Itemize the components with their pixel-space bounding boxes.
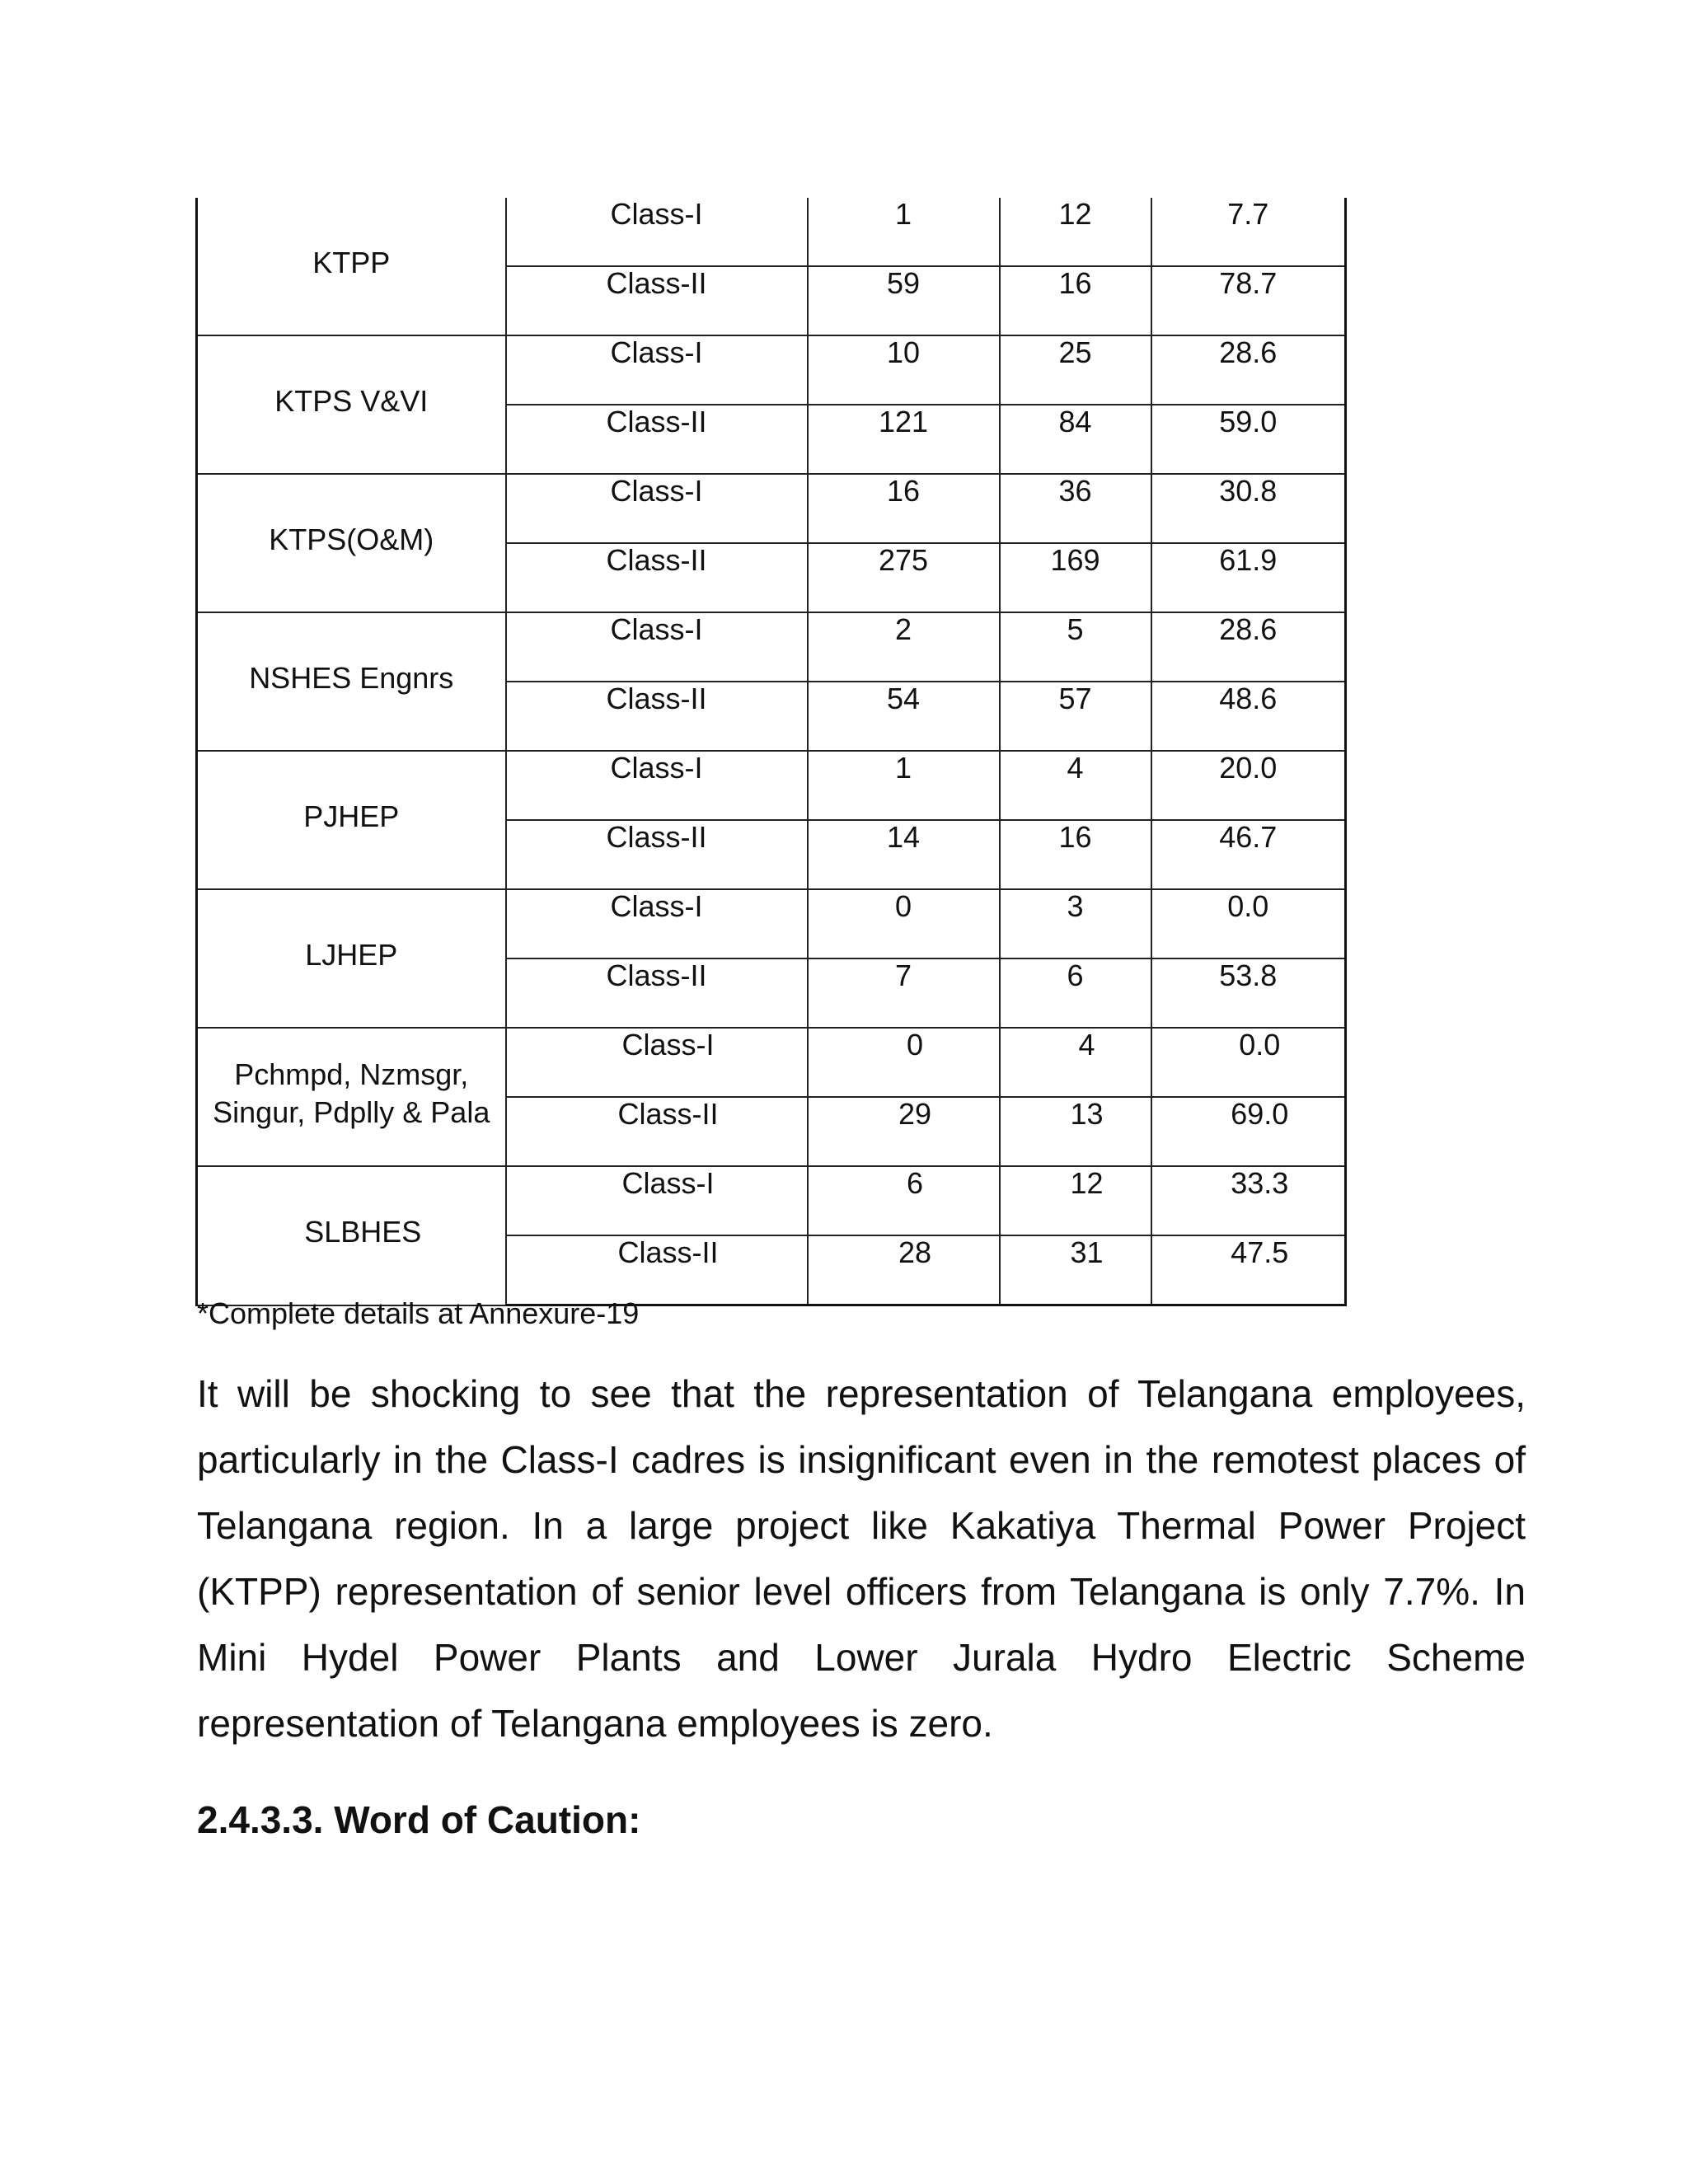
- class-cell: Class-II: [506, 266, 808, 335]
- percentage-cell: 28.6: [1151, 335, 1346, 405]
- unit-name-cell: Pchmpd, Nzmsgr, Singur, Pdplly & Pala: [197, 1028, 506, 1166]
- class-cell: Class-I: [506, 889, 808, 958]
- count-cell: 121: [808, 405, 1000, 474]
- count-cell: 25: [1000, 335, 1151, 405]
- class-cell: Class-II: [506, 1097, 808, 1166]
- count-cell: 0: [808, 1028, 1000, 1097]
- count-cell: 6: [808, 1166, 1000, 1235]
- count-cell: 57: [1000, 682, 1151, 751]
- count-cell: 12: [1000, 198, 1151, 266]
- count-cell: 54: [808, 682, 1000, 751]
- class-cell: Class-II: [506, 958, 808, 1028]
- count-cell: 12: [1000, 1166, 1151, 1235]
- percentage-cell: 48.6: [1151, 682, 1346, 751]
- count-cell: 1: [808, 751, 1000, 820]
- unit-name-cell: NSHES Engnrs: [197, 612, 506, 751]
- unit-name-cell: KTPS(O&M): [197, 474, 506, 612]
- table-row: [197, 335, 1346, 405]
- count-cell: 275: [808, 543, 1000, 612]
- count-cell: 16: [1000, 266, 1151, 335]
- unit-name-cell: KTPS V&VI: [197, 335, 506, 474]
- class-cell: Class-II: [506, 405, 808, 474]
- class-cell: Class-II: [506, 543, 808, 612]
- table-row: [197, 751, 1346, 820]
- percentage-cell: 30.8: [1151, 474, 1346, 543]
- table-footnote: *Complete details at Annexure-19: [197, 1296, 640, 1330]
- percentage-cell: 0.0: [1151, 889, 1346, 958]
- count-cell: 14: [808, 820, 1000, 889]
- table-row: [197, 198, 1346, 266]
- count-cell: 6: [1000, 958, 1151, 1028]
- percentage-cell: 0.0: [1151, 1028, 1346, 1097]
- count-cell: 59: [808, 266, 1000, 335]
- class-cell: Class-I: [506, 612, 808, 682]
- unit-name-cell: PJHEP: [197, 751, 506, 889]
- unit-name-cell: LJHEP: [197, 889, 506, 1028]
- percentage-cell: 47.5: [1151, 1235, 1346, 1305]
- count-cell: 0: [808, 889, 1000, 958]
- count-cell: 4: [1000, 1028, 1151, 1097]
- employee-representation-table: [195, 198, 1347, 1306]
- percentage-cell: 28.6: [1151, 612, 1346, 682]
- count-cell: 84: [1000, 405, 1151, 474]
- table-row: [197, 1028, 1346, 1097]
- class-cell: Class-II: [506, 820, 808, 889]
- section-heading: 2.4.3.3. Word of Caution:: [197, 1798, 641, 1841]
- class-cell: Class-I: [506, 1028, 808, 1097]
- count-cell: 169: [1000, 543, 1151, 612]
- count-cell: 36: [1000, 474, 1151, 543]
- percentage-cell: 78.7: [1151, 266, 1346, 335]
- percentage-cell: 59.0: [1151, 405, 1346, 474]
- count-cell: 13: [1000, 1097, 1151, 1166]
- count-cell: 16: [1000, 820, 1151, 889]
- table-row: [197, 612, 1346, 682]
- percentage-cell: 61.9: [1151, 543, 1346, 612]
- table-row: [197, 889, 1346, 958]
- percentage-cell: 46.7: [1151, 820, 1346, 889]
- percentage-cell: 33.3: [1151, 1166, 1346, 1235]
- class-cell: Class-II: [506, 1235, 808, 1305]
- table-row: [197, 1166, 1346, 1235]
- count-cell: 4: [1000, 751, 1151, 820]
- count-cell: 1: [808, 198, 1000, 266]
- count-cell: 28: [808, 1235, 1000, 1305]
- count-cell: 2: [808, 612, 1000, 682]
- count-cell: 29: [808, 1097, 1000, 1166]
- count-cell: 16: [808, 474, 1000, 543]
- class-cell: Class-I: [506, 198, 808, 266]
- count-cell: 3: [1000, 889, 1151, 958]
- unit-name-cell: SLBHES: [197, 1166, 506, 1305]
- count-cell: 10: [808, 335, 1000, 405]
- class-cell: Class-I: [506, 335, 808, 405]
- percentage-cell: 53.8: [1151, 958, 1346, 1028]
- percentage-cell: 20.0: [1151, 751, 1346, 820]
- table-row: [197, 474, 1346, 543]
- class-cell: Class-II: [506, 682, 808, 751]
- class-cell: Class-I: [506, 474, 808, 543]
- unit-name-cell: KTPP: [197, 198, 506, 335]
- class-cell: Class-I: [506, 1166, 808, 1235]
- count-cell: 5: [1000, 612, 1151, 682]
- class-cell: Class-I: [506, 751, 808, 820]
- count-cell: 31: [1000, 1235, 1151, 1305]
- count-cell: 7: [808, 958, 1000, 1028]
- percentage-cell: 69.0: [1151, 1097, 1346, 1166]
- percentage-cell: 7.7: [1151, 198, 1346, 266]
- body-paragraph: It will be shocking to see that the representation of Telangana employees, particularly in the Class-I cadres is insignificant even in the remotest places of Telangana region. In a large project like Kakatiya Thermal Power Project (KTPP) representation of senior level officers from Telangana is only 7.7%. In Mini Hydel Power Plants and Lower Jurala Hydro Electric Scheme representation of Telangana employees is zero.: [197, 1372, 1526, 1745]
